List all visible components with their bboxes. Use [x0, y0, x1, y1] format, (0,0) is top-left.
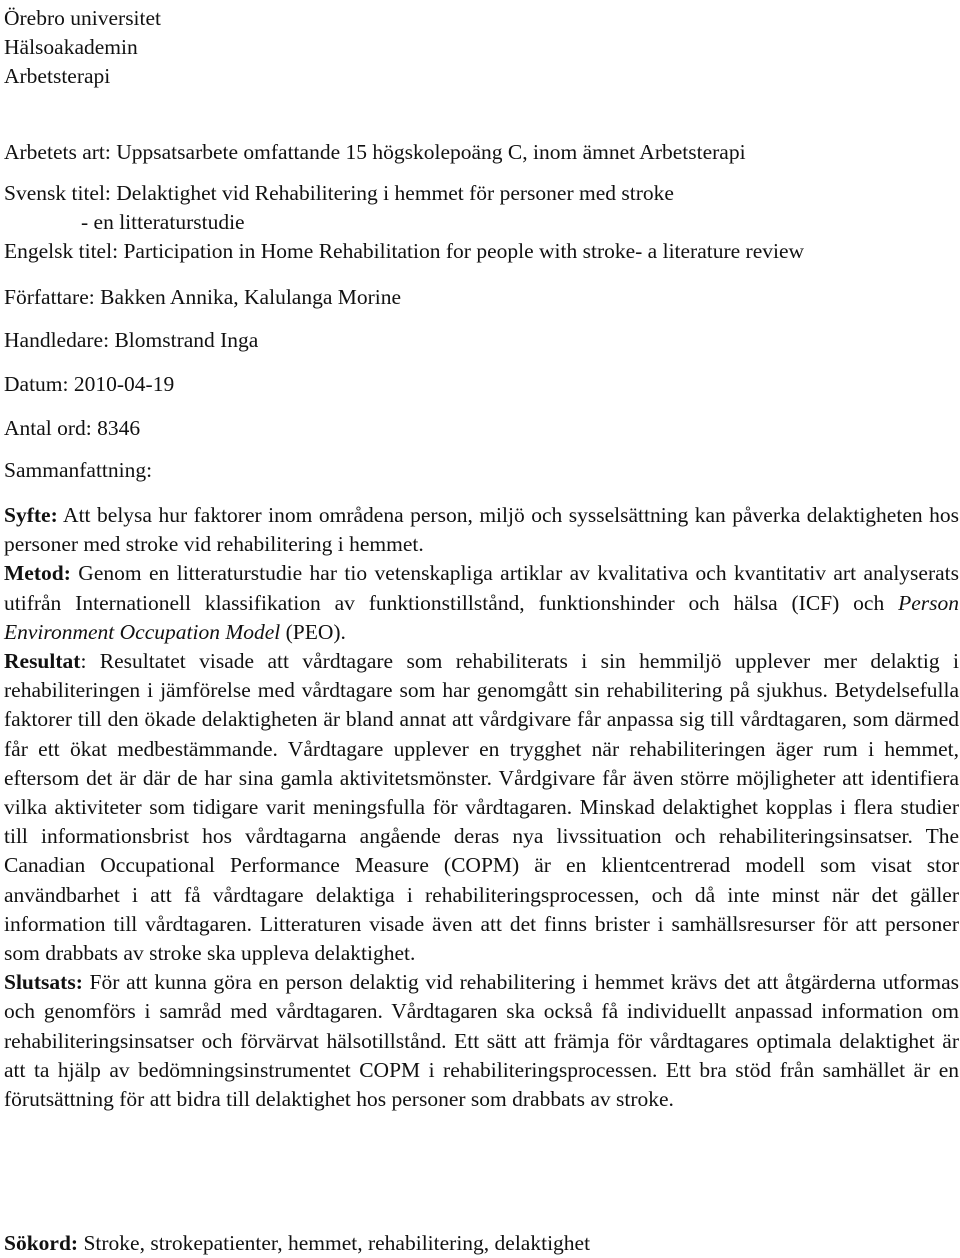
keywords-value: Stroke, strokepatienter, hemmet, rehabilitering, delaktighet	[78, 1231, 591, 1255]
result-label: Resultat	[4, 649, 81, 674]
result-text: : Resultatet visade att vårdtagare som rehabiliterats i sin hemmiljö upplever mer delaktig i rehabiliteringen i jämförelse med vårdtagare som har genomgått sin rehabilitering på sjukhus. Betydelsefulla faktorer till den ökade delaktigheten är bland annat att vårdgivare får anpassa sig till vårdtagaren, som därmed får ett ökat medbestämmande. Vårdtagare upplever en trygghet när rehabiliteringen äger rum i hemmet, eftersom det är där de har sina gamla aktivitetsmönster. Vårdgivare får även större möjligheter att identifiera vilka aktiviteter som tidigare varit meningsfulla för vårdtagaren. Minskad delaktighet kopplas i flera studier till informationsbrist hos vårdtagarna angående deras nya livssituation och rehabiliteringsinsatser. The Canadian Occupational Performance Measure (COPM) är en klientcentrerad modell som visat stor användbarhet i att få vårdtagare delaktiga i rehabiliteringsprocessen, och då inte minst när det gäller information till vårdtagaren. Litteraturen visade även att det finns brister i samhällsresurser för att personer som drabbats av stroke ska uppleva delaktighet.	[4, 649, 959, 966]
conclusion-label: Slutsats:	[4, 970, 83, 995]
supervisor-value: Blomstrand Inga	[114, 328, 259, 352]
result-paragraph	[4, 647, 959, 968]
swedish-title-row	[4, 180, 674, 206]
aim-paragraph	[4, 501, 959, 559]
aim-text: Att belysa hur faktorer inom områdena person, miljö och sysselsättning kan påverka delaktigheten hos personer med stroke vid rehabilitering i hemmet.	[4, 503, 959, 557]
word-count-label: Antal ord:	[4, 416, 92, 440]
work-type-row	[4, 139, 746, 165]
english-title-row	[4, 238, 804, 264]
method-paragraph	[4, 559, 959, 647]
swedish-title-label: Svensk titel:	[4, 181, 111, 205]
academy-name: Hälsoakademin	[4, 35, 138, 59]
method-model-name: Person Environment Occupation Model	[4, 590, 959, 644]
method-label: Metod:	[4, 561, 71, 586]
subject-name: Arbetsterapi	[4, 64, 111, 88]
date-row	[4, 371, 174, 397]
english-title-value: Participation in Home Rehabilitation for people with stroke- a literature review	[123, 239, 805, 263]
summary-heading: Sammanfattning:	[4, 458, 153, 482]
keywords-row	[4, 1230, 590, 1256]
method-text-end: (PEO).	[280, 619, 346, 644]
swedish-title-value: Delaktighet vid Rehabilitering i hemmet för personer med stroke	[116, 181, 674, 205]
method-text: Genom en litteraturstudie har tio vetenskapliga artiklar av kvalitativa och kvantitativ art analyserats utifrån Internationell klassifikation av funktionstillstånd, funktionshinder och hälsa (ICF) och	[4, 561, 959, 615]
supervisor-label: Handledare:	[4, 328, 110, 352]
date-value: 2010-04-19	[73, 372, 175, 396]
word-count-row	[4, 415, 140, 441]
work-type-value: Uppsatsarbete omfattande 15 högskolepoäng C, inom ämnet Arbetsterapi	[116, 140, 746, 164]
swedish-title-subtitle: - en litteraturstudie	[81, 210, 245, 234]
aim-label: Syfte:	[4, 503, 58, 527]
authors-value: Bakken Annika, Kalulanga Morine	[100, 285, 402, 309]
authors-row	[4, 284, 401, 310]
keywords-label: Sökord:	[4, 1231, 79, 1255]
word-count-value: 8346	[97, 416, 141, 440]
english-title-label: Engelsk titel:	[4, 239, 119, 263]
conclusion-text: För att kunna göra en person delaktig vid rehabilitering i hemmet krävs det att åtgärderna utformas och genomförs i samråd med vårdtagaren. Vårdtagaren ska också få individuellt anpassad information om rehabiliteringsinsatser och förvärvat hälsotillstånd. Ett sätt att främja för vårdtagares optimala delaktighet är att ta hjälp av bedömningsinstrumentet COPM i rehabiliteringsprocessen. Ett bra stöd från samhället är en förutsättning för att bidra till delaktighet hos personer som drabbats av stroke.	[4, 970, 959, 1112]
university-name: Örebro universitet	[4, 6, 162, 30]
abstract-body	[4, 501, 959, 1114]
conclusion-paragraph	[4, 968, 959, 1114]
supervisor-row	[4, 327, 258, 353]
authors-label: Författare:	[4, 285, 95, 309]
date-label: Datum:	[4, 372, 69, 396]
work-type-label: Arbetets art:	[4, 140, 111, 164]
